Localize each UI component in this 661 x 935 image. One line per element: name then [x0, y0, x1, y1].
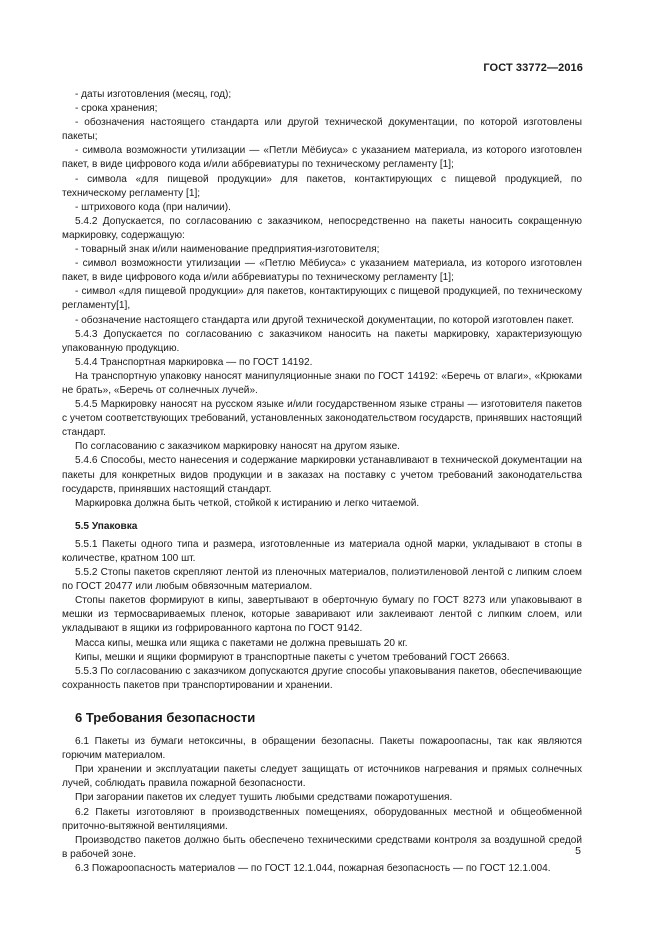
- paragraph: 6.2 Пакеты изготовляют в производственных помещениях, оборудованных местной и общеобменной приточно-вытяжной вентиляциями.: [62, 806, 582, 832]
- page-content: [62, 88, 582, 876]
- safety-section-body: [62, 735, 582, 876]
- paragraph: 5.4.6 Способы, место нанесения и содержание маркировки устанавливают в технической документации на пакеты для конкретных видов продукции и в заказах на поставку с учетом требований законодательства государств, принявших настоящий стандарт.: [62, 455, 582, 495]
- marking-list-block: [62, 88, 582, 511]
- paragraph: Стопы пакетов формируют в кипы, завертывают в оберточную бумагу по ГОСТ 8273 или упаковывают в мешки из термосвариваемых пленок, которые заваривают или заклеивают лентой с липким слоем, или укладывают в ящики из гофрированного картона по ГОСТ 9142.: [62, 595, 582, 635]
- paragraph: Кипы, мешки и ящики формируют в транспортные пакеты с учетом требований ГОСТ 26663.: [75, 651, 510, 663]
- paragraph: - обозначение настоящего стандарта или другой технической документации, по которой изготовлен пакет.: [75, 314, 574, 326]
- paragraph: По согласованию с заказчиком маркировку наносят на другом языке.: [75, 441, 400, 453]
- section-heading-safety: 6 Требования безопасности: [75, 709, 256, 725]
- paragraph: 5.4.2 Допускается, по согласованию с заказчиком, непосредственно на пакеты наносить сокращенную маркировку, содержащую:: [62, 215, 582, 241]
- paragraph: - обозначения настоящего стандарта или другой технической документации, по которой изготовлены пакеты;: [62, 117, 582, 143]
- paragraph: 5.4.4 Транспортная маркировка — по ГОСТ 14192.: [75, 356, 313, 368]
- paragraph: На транспортную упаковку наносят манипуляционные знаки по ГОСТ 14192: «Беречь от влаги», «Крюками не брать», «Беречь от солнечных лучей».: [62, 370, 582, 396]
- paragraph: Маркировка должна быть четкой, стойкой к истиранию и легко читаемой.: [75, 497, 420, 509]
- paragraph: - символа «для пищевой продукции» для пакетов, контактирующих с пищевой продукцией, по техническому регламенту [1];: [62, 173, 582, 199]
- section-heading-packaging: 5.5 Упаковка: [75, 520, 138, 532]
- paragraph: - символа возможности утилизации — «Петли Мёбиуса» с указанием материала, из которого изготовлен пакет, в виде цифрового кода и/или аббревиатуры по техническому регламенту [1];: [62, 145, 582, 171]
- paragraph: Производство пакетов должно быть обеспечено техническими средствами контроля за воздушной средой в рабочей зоне.: [62, 834, 582, 860]
- paragraph: - символ «для пищевой продукции» для пакетов, контактирующих с пищевой продукцией, по техническому регламенту[1],: [62, 286, 582, 312]
- paragraph: 6.1 Пакеты из бумаги нетоксичны, в обращении безопасны. Пакеты пожароопасны, так как являются горючим материалом.: [62, 736, 582, 762]
- paragraph: - даты изготовления (месяц, год);: [75, 89, 232, 100]
- packaging-section-body: [62, 538, 582, 693]
- paragraph: 5.4.3 Допускается по согласованию с заказчиком наносить на пакеты маркировку, характеризующую упакованную продукцию.: [62, 328, 582, 354]
- paragraph: 5.4.5 Маркировку наносят на русском языке и/или государственном языке страны — изготовителя пакетов с учетом соответствующих требований, установленных законодательством государств, принявших настоящий стандарт.: [62, 399, 582, 439]
- paragraph: 6.3 Пожароопасность материалов — по ГОСТ 12.1.044, пожарная безопасность — по ГОСТ 12.1.004.: [75, 862, 551, 874]
- paragraph: - штрихового кода (при наличии).: [75, 201, 231, 213]
- paragraph: - срока хранения;: [75, 103, 158, 115]
- paragraph: 5.5.2 Стопы пакетов скрепляют лентой из пленочных материалов, полиэтиленовой лентой с липким слоем по ГОСТ 20477 или любым обвязочным материалом.: [62, 567, 582, 593]
- paragraph: При загорании пакетов их следует тушить любыми средствами пожаротушения.: [75, 792, 453, 804]
- paragraph: При хранении и эксплуатации пакеты следует защищать от источников нагревания и прямых солнечных лучей, соблюдать правила пожарной безопасности.: [62, 764, 582, 790]
- standard-designation: ГОСТ 33772—2016: [483, 62, 583, 74]
- paragraph: 5.5.3 По согласованию с заказчиком допускаются другие способы упаковывания пакетов, обеспечивающие сохранность пакетов при транспортировании и хранении.: [62, 665, 582, 691]
- page-number: 5: [575, 845, 581, 857]
- paragraph: - символ возможности утилизации — «Петлю Мёбиуса» с указанием материала, из которого изготовлен пакет, в виде цифрового кода и/или аббревиатуры по техническому регламенту [1];: [62, 258, 582, 284]
- paragraph: 5.5.1 Пакеты одного типа и размера, изготовленные из материала одной марки, укладывают в стопы в количестве, кратном 100 шт.: [62, 538, 582, 564]
- paragraph: - товарный знак и/или наименование предприятия-изготовителя;: [75, 244, 380, 256]
- paragraph: Масса кипы, мешка или ящика с пакетами не должна превышать 20 кг.: [75, 637, 408, 649]
